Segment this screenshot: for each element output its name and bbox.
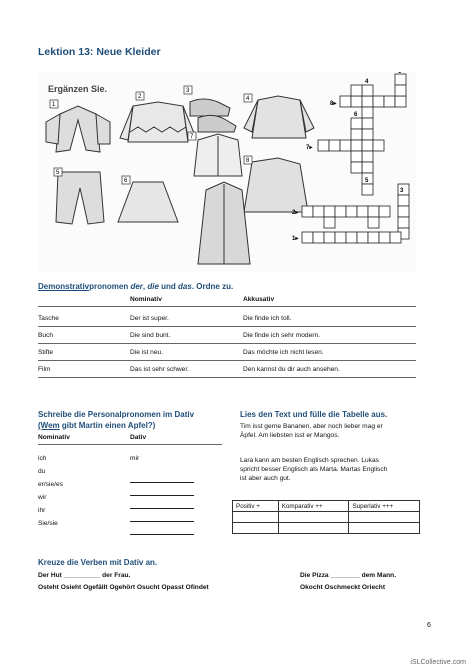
answer-cell[interactable] [278, 512, 349, 523]
reading-line: spricht besser Englisch als Marta. Martas Englisch [240, 466, 388, 473]
verben-heading: Kreuze die Verben mit Dativ an. [38, 558, 158, 567]
svg-text:8: 8 [246, 158, 250, 164]
dativ-blank[interactable] [130, 522, 194, 540]
dativ-heading-1: Schreibe die Personalpronomen im Dativ [38, 410, 195, 419]
noun-cell: Film [38, 366, 51, 373]
blouse-drawing [244, 96, 314, 138]
answer-cell[interactable] [349, 523, 420, 534]
heading-end: . Ordne zu. [191, 282, 234, 291]
dativ-col-dativ: Dativ [130, 434, 147, 441]
svg-text:7: 7 [190, 134, 194, 140]
akkusativ-cell: Die finde ich sehr modern. [243, 332, 320, 339]
svg-text:1▸: 1▸ [292, 236, 299, 242]
verben-left-sentence: Der Hut __________ der Frau. [38, 572, 131, 579]
heading-sep: , [142, 282, 148, 291]
svg-text:7▸: 7▸ [306, 145, 313, 151]
noun-cell: Tasche [38, 315, 59, 322]
svg-text:4: 4 [365, 79, 369, 85]
noun-cell: Buch [38, 332, 54, 339]
header-positiv: Positiv + [233, 501, 279, 512]
sweater-drawing [120, 102, 196, 142]
svg-text:6: 6 [124, 178, 128, 184]
heading-der: der [130, 282, 143, 291]
svg-text:8▸: 8▸ [330, 101, 337, 107]
noun-cell: Stifte [38, 349, 54, 356]
heading-das: das [178, 282, 192, 291]
table-header-row [233, 501, 420, 512]
answer-cell[interactable] [233, 512, 279, 523]
reading-heading: Lies den Text und fülle die Tabelle aus. [240, 410, 388, 419]
table-row [233, 512, 420, 523]
dress-drawing [244, 158, 308, 212]
dativ-col-nominativ: Nominativ [38, 434, 70, 441]
nominativ-cell: Die sind bunt. [130, 332, 171, 339]
svg-text:4: 4 [246, 96, 250, 102]
svg-text:3: 3 [186, 88, 190, 94]
verben-right-options[interactable]: Okocht Oschmeckt Oriecht [300, 584, 386, 591]
answer-cell[interactable] [233, 523, 279, 534]
nominativ-cell: Die ist neu. [130, 349, 163, 356]
answer-cell[interactable] [349, 512, 420, 523]
divider [38, 326, 416, 327]
reading-line: ist aber auch gut. [240, 475, 291, 482]
dativ-nom: ich [38, 455, 47, 462]
dativ-nom: er/sie/es [38, 481, 63, 488]
page-number: 6 [427, 622, 431, 629]
svg-text:5: 5 [365, 178, 369, 184]
jacket-drawing [46, 106, 110, 152]
svg-text:2: 2 [138, 94, 142, 100]
svg-text:6: 6 [354, 112, 358, 118]
skirt-drawing [118, 182, 178, 222]
answer-cell[interactable] [278, 523, 349, 534]
col-akkusativ: Akkusativ [243, 296, 275, 303]
svg-text:1: 1 [52, 102, 56, 108]
verben-right-sentence: Die Pizza ________ dem Mann. [300, 572, 397, 579]
divider [38, 360, 416, 361]
dativ-nom: wir [38, 494, 47, 501]
page-title: Lektion 13: Neue Kleider [38, 46, 161, 58]
comparison-table [232, 500, 420, 534]
svg-text:5: 5 [56, 170, 60, 176]
svg-text:2▸: 2▸ [292, 210, 299, 216]
divider [38, 444, 222, 445]
dativ-nom: Sie/sie [38, 520, 58, 527]
heading-rest: pronomen [89, 282, 131, 291]
header-superlativ: Superlativ +++ [349, 501, 420, 512]
shirt-drawing [194, 134, 242, 176]
reading-line: Tim isst gerne Bananen, aber noch lieber mag er [240, 423, 383, 430]
svg-text:6: 6 [398, 72, 402, 75]
illustration-svg [38, 72, 416, 272]
heading-die: die [147, 282, 159, 291]
clothing-crossword-illustration [38, 72, 416, 272]
akkusativ-cell: Den kannst du dir auch ansehen. [243, 366, 340, 373]
watermark: iSLCollective.com [410, 659, 466, 666]
dativ-heading-wem: (Wem [38, 421, 60, 430]
dativ-nom: ihr [38, 507, 46, 514]
divider [38, 377, 416, 378]
verben-left-options[interactable]: Osteht Osieht Ogefällt Ogehört Osucht Opasst Ofindet [38, 584, 209, 591]
demonstrativ-heading [38, 282, 233, 291]
svg-text:3: 3 [400, 188, 404, 194]
coat-drawing [198, 182, 250, 264]
table-row [233, 523, 420, 534]
dativ-nom: du [38, 468, 46, 475]
header-komparativ: Komparativ ++ [278, 501, 349, 512]
dativ-heading-2 [38, 421, 155, 430]
reading-line: Lara kann am besten Englisch sprechen. Lukas [240, 457, 379, 464]
dativ-answer: mir [130, 455, 140, 462]
nominativ-cell: Der ist super. [130, 315, 169, 322]
akkusativ-cell: Die finde ich toll. [243, 315, 292, 322]
heading-und: und [158, 282, 179, 291]
heading-underlined-part: Demonstrativ [38, 282, 90, 291]
divider [38, 343, 416, 344]
akkusativ-cell: Das möchte ich nicht lesen. [243, 349, 324, 356]
dativ-heading-rest: gibt Martin einen Apfel?) [59, 421, 156, 430]
trousers-drawing [56, 172, 104, 224]
reading-line: Äpfel. Am liebsten isst er Mangos. [240, 432, 340, 439]
nominativ-cell: Das ist sehr schwer. [130, 366, 189, 373]
divider [38, 306, 416, 307]
shoes-drawing [190, 99, 236, 132]
crossword-grid [302, 74, 409, 243]
col-nominativ: Nominativ [130, 296, 162, 303]
exercise-label: Ergänzen Sie. [48, 84, 108, 94]
